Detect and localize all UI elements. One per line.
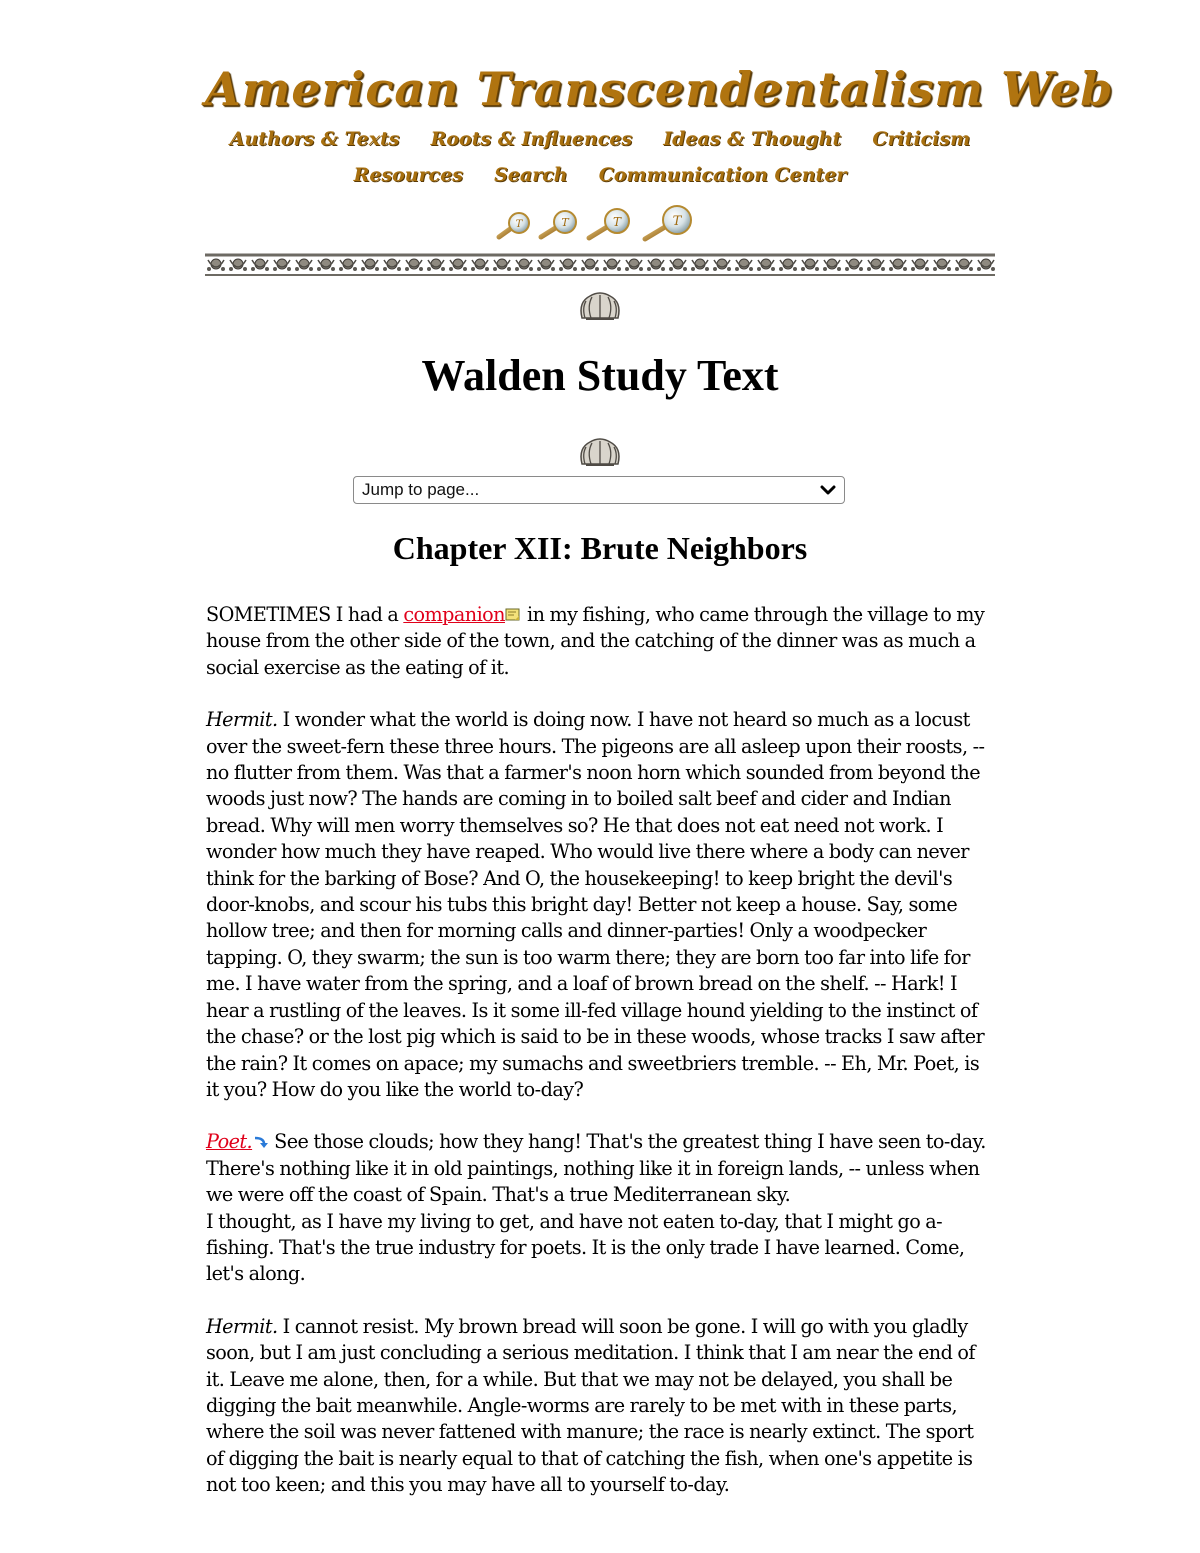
magnifier-lens-icon	[541, 211, 576, 237]
paragraph-text: SOMETIMES I had a	[206, 603, 404, 626]
svg-text:T: T	[515, 219, 523, 230]
paragraph-text: I thought, as I have my living to get, and have not eaten to-day, that I might go a-fishing. That's the true industry for poets. It is the only trade I have learned. Come, let's along.	[206, 1209, 965, 1286]
magnifier-lens-row	[495, 203, 710, 243]
magnifier-lens-icon	[499, 213, 529, 237]
nav-resources[interactable]: Resources	[353, 164, 463, 186]
paragraph-3	[206, 1129, 996, 1287]
paragraph-1	[206, 602, 996, 681]
note-icon[interactable]	[505, 608, 522, 623]
nav-ideas-thought[interactable]: Ideas & Thought	[663, 128, 842, 150]
svg-text:T: T	[612, 215, 622, 229]
jump-to-page-value: Jump to page...	[362, 480, 480, 499]
nav-search[interactable]: Search	[494, 164, 568, 186]
jump-to-page-select[interactable]	[353, 476, 845, 504]
nav-roots-influences[interactable]: Roots & Influences	[430, 128, 633, 150]
paragraph-2	[206, 707, 996, 1103]
svg-text:T: T	[672, 214, 682, 229]
arrow-icon[interactable]	[252, 1135, 269, 1150]
primary-nav-row-1	[205, 128, 995, 150]
speaker-label: Hermit.	[206, 708, 278, 732]
paragraph-text: in my fishing, who came through the village to my house from the other side of the town, and the catching of the dinner was as much a social exercise as the eating of it.	[206, 603, 985, 679]
magnifier-lens-icon	[589, 209, 629, 238]
annotation-link-poet[interactable]: Poet.	[206, 1130, 253, 1154]
chapter-title: Chapter XII: Brute Neighbors	[392, 530, 808, 566]
nav-criticism[interactable]: Criticism	[872, 128, 971, 150]
shell-ornament-icon	[576, 288, 624, 324]
paragraph-text: I cannot resist. My brown bread will soon be gone. I will go with you gladly soon, but I am just concluding a serious meditation. I think that I am near the end of it. Leave me alone, then, for a while. But that we may not be delayed, you shall be digging the bait meanwhile. Angle-worms are rarely to be met with in these parts, where the soil was never fattened with manure; the race is nearly extinct. The sport of digging the bait is nearly equal to that of catching the fish, when one's appetite is not too keen; and this you may have all to yourself to-day.	[206, 1314, 975, 1497]
paragraph-4	[206, 1314, 996, 1499]
site-title-logo[interactable]: American Transcendentalism Web	[205, 62, 1114, 116]
svg-text:T: T	[561, 216, 569, 229]
nav-communication-center[interactable]: Communication Center	[598, 164, 847, 186]
paragraph-text: I wonder what the world is doing now. I have not heard so much as a locust over the sweet-fern these three hours. The pigeons are all asleep upon their roosts, -- no flutter from them. Was that a farmer's noon horn which sounded from beyond the woods just now? The hands are coming in to boiled salt beef and cider and Indian bread. Why will men worry themselves so? He that does not eat need not work. I wonder how much they have reaped. Who would live there where a body can never think for the barking of Bose? And O, the housekeeping! to keep bright the devil's door-knobs, and scour his tubs this bright day! Better not keep a house. Say, some hollow tree; and then for morning calls and dinner-parties! Only a woodpecker tapping. O, they swarm; the sun is too warm there; they are born too far into life for me. I have water from the spring, and a loaf of brown bread on the shelf. -- Hark! I hear a rustling of the leaves. Is it some ill-fed village hound yielding to the instinct of the chase? or the lost pig which is said to be in these woods, whose tracks I saw after the rain? It comes on apace; my sumachs and sweetbriers tremble. -- Eh, Mr. Poet, is it you? How do you like the world to-day?	[206, 708, 985, 1101]
chevron-down-icon	[820, 483, 836, 497]
nav-authors-texts[interactable]: Authors & Texts	[229, 128, 400, 150]
paragraph-text: See those clouds; how they hang! That's the greatest thing I have seen to-day. There's nothing like it in old paintings, nothing like it in foreign lands, -- unless when we were off the coast of Spain. That's a true Mediterranean sky.	[206, 1130, 986, 1207]
speaker-label: Hermit.	[206, 1314, 278, 1338]
study-text-body	[206, 602, 996, 1525]
primary-nav-row-2	[205, 164, 995, 186]
decorative-border-band	[205, 252, 995, 278]
shell-ornament-icon	[576, 434, 624, 470]
magnifier-lens-icon	[645, 206, 691, 239]
page-title: Walden Study Text	[421, 351, 779, 400]
annotation-link-companion[interactable]: companion	[403, 603, 505, 626]
